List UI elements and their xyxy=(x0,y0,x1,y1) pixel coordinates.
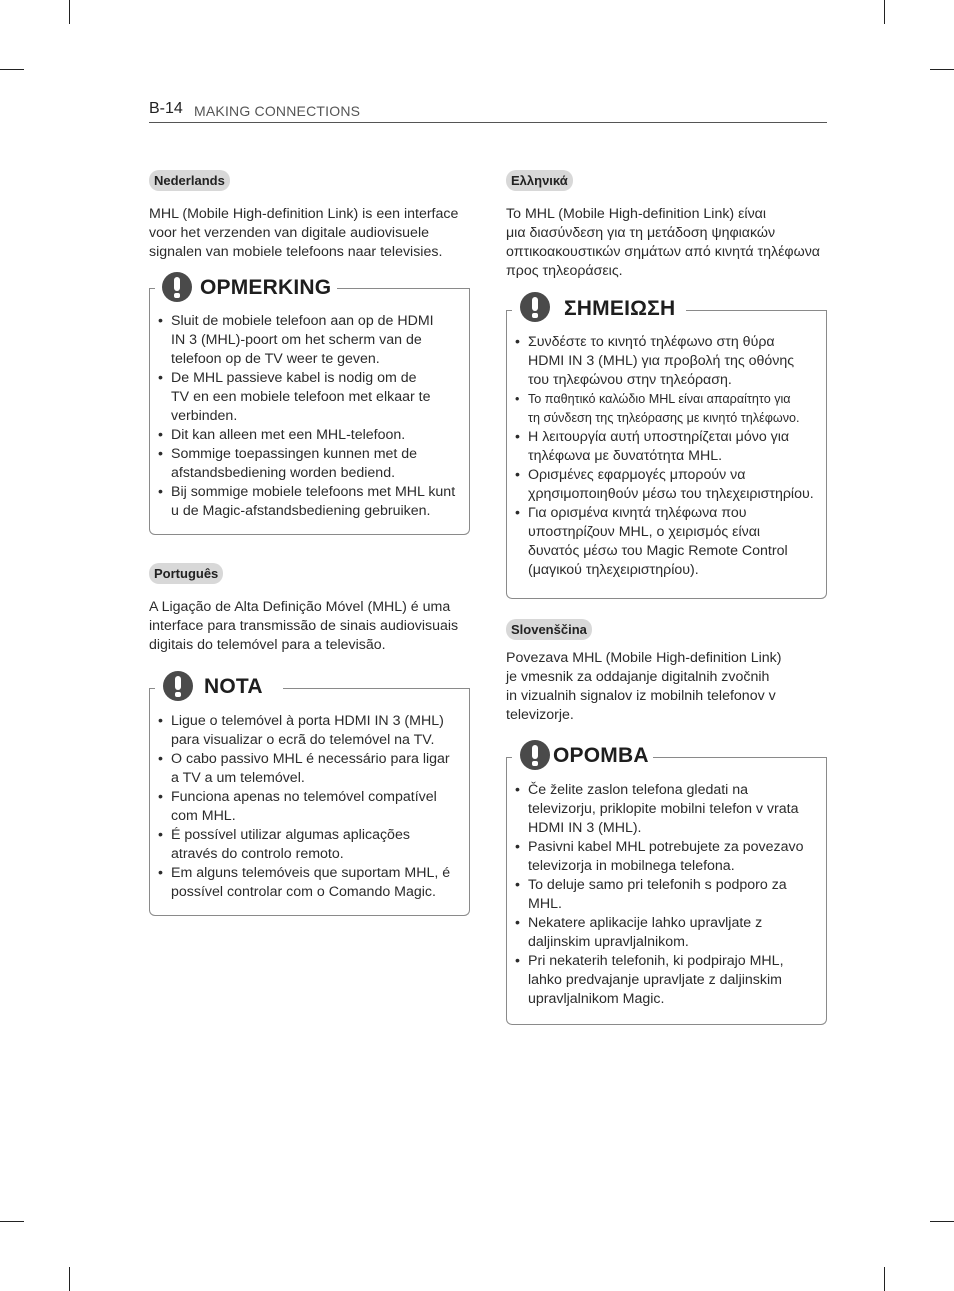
crop-mark xyxy=(884,0,885,24)
text-line: Povezava MHL (Mobile High-definition Link) xyxy=(506,650,782,666)
list-item: • O cabo passivo MHL é necessário para ligar a TV a um telemóvel. xyxy=(158,750,462,788)
crop-mark xyxy=(0,1221,24,1222)
note-title: OPMERKING xyxy=(200,276,332,299)
list-item: • Em alguns telemóveis que suportam MHL, é possível controlar com o Comando Magic. xyxy=(158,864,462,902)
language-label: Nederlands xyxy=(149,170,230,191)
list-item: • Če želite zaslon telefona gledati na televizorju, priklopite mobilni telefon v vrata HDMI IN 3 (MHL). xyxy=(515,781,819,838)
crop-mark xyxy=(69,0,70,24)
text-line: προς τηλεοράσεις. xyxy=(506,263,623,279)
list-item: • Nekatere aplikacije lahko upravljate z daljinskim upravljalnikom. xyxy=(515,914,819,952)
intro-paragraph xyxy=(506,205,828,281)
list-item: • Ορισμένες εφαρμογές μπορούν να χρησιμοποιηθούν μέσω του τηλεχειριστηρίου. xyxy=(515,466,819,504)
intro-paragraph xyxy=(149,205,471,262)
list-item: • Sommige toepassingen kunnen met de afstandsbediening worden bediend. xyxy=(158,445,462,483)
list-item: • Dit kan alleen met een MHL-telefoon. xyxy=(158,426,462,445)
text-line: televizorje. xyxy=(506,707,574,723)
list-item: • Η λειτουργία αυτή υποστηρίζεται μόνο για τηλέφωνα με δυνατότητα MHL. xyxy=(515,428,819,466)
text-line: signalen van mobiele telefoons naar televisies. xyxy=(149,244,443,260)
text-line: οπτικοακουστικών σημάτων από κινητά τηλέφωνα xyxy=(506,244,820,260)
text-line: Το MHL (Mobile High-definition Link) είναι xyxy=(506,206,767,222)
note-list xyxy=(515,333,819,580)
list-item: • Sluit de mobiele telefoon aan op de HDMI IN 3 (MHL)-poort om het scherm van de telefoon op de TV weer te geven. xyxy=(158,312,462,369)
crop-mark xyxy=(0,69,24,70)
section-slovenscina xyxy=(506,619,828,725)
text-line: je vmesnik za oddajanje digitalnih zvočnih xyxy=(506,669,770,685)
exclamation-icon xyxy=(163,671,193,701)
language-label: Português xyxy=(149,563,223,584)
text-line: digitais do telemóvel para a televisão. xyxy=(149,637,386,653)
text-line: interface para transmissão de sinais audiovisuais xyxy=(149,618,459,634)
list-item: • De MHL passieve kabel is nodig om de TV en een mobiele telefoon met elkaar te verbinden. xyxy=(158,369,462,426)
list-item: • To deluje samo pri telefonih s podporo za MHL. xyxy=(515,876,819,914)
note-box xyxy=(506,291,827,599)
crop-mark xyxy=(930,69,954,70)
intro-paragraph xyxy=(506,649,828,725)
crop-mark xyxy=(884,1267,885,1291)
page-header xyxy=(149,100,827,123)
crop-mark xyxy=(930,1221,954,1222)
text-line: MHL (Mobile High-definition Link) is een interface xyxy=(149,206,459,222)
list-item: • Συνδέστε το κινητό τηλέφωνο στη θύρα HDMI IN 3 (MHL) για προβολή της οθόνης του τηλεφώνου στην τηλεόραση. xyxy=(515,333,819,390)
list-item: • Pri nekaterih telefonih, ki podpirajo MHL, lahko predvajanje upravljate z daljinskim upravljalnikom Magic. xyxy=(515,952,819,1009)
list-item: • É possível utilizar algumas aplicações através do controlo remoto. xyxy=(158,826,462,864)
note-list xyxy=(515,781,819,1009)
note-box xyxy=(149,270,470,535)
note-box xyxy=(506,739,827,1025)
page-number: B-14 xyxy=(149,100,183,117)
note-list xyxy=(158,712,462,902)
note-title: ΣΗΜΕΙΩΣΗ xyxy=(564,297,676,320)
intro-paragraph xyxy=(149,598,471,655)
language-label: Slovenščina xyxy=(506,619,592,640)
note-box xyxy=(149,670,470,916)
text-line: A Ligação de Alta Definição Móvel (MHL) é uma xyxy=(149,599,451,615)
section-portugues xyxy=(149,563,471,655)
crop-mark xyxy=(69,1267,70,1291)
list-item: • Bij sommige mobiele telefoons met MHL kunt u de Magic-afstandsbediening gebruiken. xyxy=(158,483,462,521)
text-line: μια διασύνδεση για τη μετάδοση ψηφιακών xyxy=(506,225,776,241)
language-label: Ελληνικά xyxy=(506,170,573,191)
list-item: • Pasivni kabel MHL potrebujete za povezavo televizorja in mobilnega telefona. xyxy=(515,838,819,876)
text-line: voor het verzenden van digitale audiovisuele xyxy=(149,225,429,241)
note-title: NOTA xyxy=(204,675,263,698)
section-title: MAKING CONNECTIONS xyxy=(194,103,361,119)
list-item: • Ligue o telemóvel à porta HDMI IN 3 (MHL) para visualizar o ecrã do telemóvel na TV. xyxy=(158,712,462,750)
section-ellinika xyxy=(506,170,828,281)
exclamation-icon xyxy=(520,292,550,322)
note-list xyxy=(158,312,462,521)
section-nederlands xyxy=(149,170,471,262)
list-item: • Για ορισμένα κινητά τηλέφωνα που υποστηρίζουν MHL, ο χειρισμός είναι δυνατός μέσω του Magic Remote Control (μαγικού τηλεχειριστηρίου). xyxy=(515,504,819,580)
list-item: • Το παθητικό καλώδιο MHL είναι απαραίτητο για τη σύνδεση της τηλεόρασης με κινητό τηλέφωνο. xyxy=(515,390,819,428)
note-title: OPOMBA xyxy=(553,744,649,767)
text-line: in vizualnih signalov iz mobilnih telefonov v xyxy=(506,688,776,704)
exclamation-icon xyxy=(162,272,192,302)
exclamation-icon xyxy=(520,740,550,770)
list-item: • Funciona apenas no telemóvel compatível com MHL. xyxy=(158,788,462,826)
